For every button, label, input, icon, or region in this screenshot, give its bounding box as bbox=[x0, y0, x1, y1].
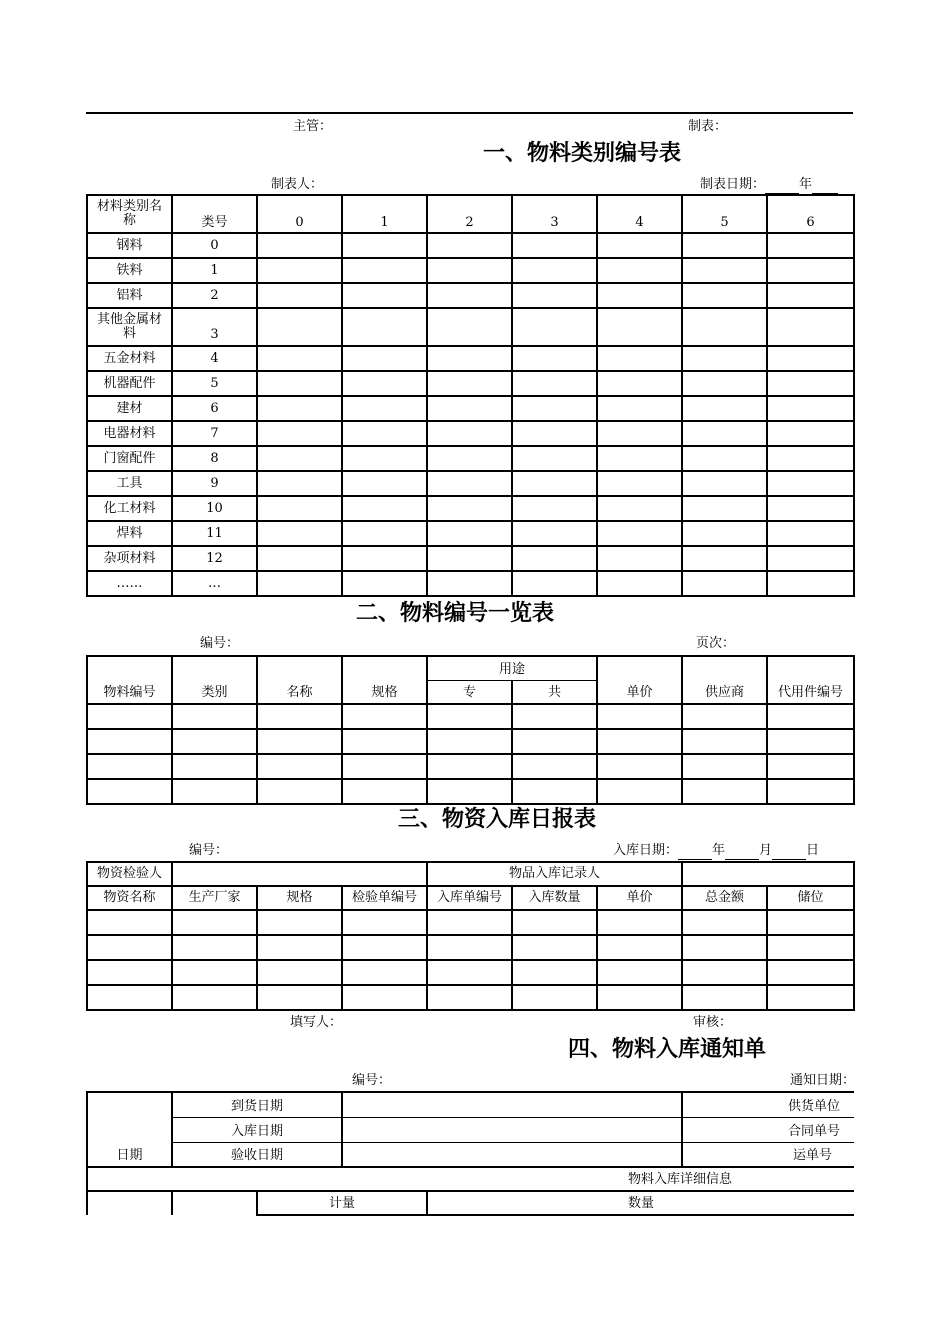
code-cell bbox=[427, 571, 512, 596]
code-cell bbox=[427, 308, 512, 346]
category-name: 化工材料 bbox=[87, 496, 172, 521]
supplier-label: 供货单位 bbox=[682, 1092, 854, 1117]
code-cell bbox=[767, 396, 854, 421]
arrival-date-value bbox=[342, 1092, 682, 1117]
detail-label bbox=[87, 1167, 854, 1191]
category-row bbox=[87, 396, 854, 421]
header-category-code: 类号 bbox=[172, 195, 257, 233]
code-cell bbox=[682, 571, 767, 596]
code-cell bbox=[257, 446, 342, 471]
category-row bbox=[87, 346, 854, 371]
category-code: 4 bbox=[172, 346, 257, 371]
header-substitute-no: 代用件编号 bbox=[767, 656, 854, 704]
category-row bbox=[87, 421, 854, 446]
code-cell bbox=[342, 233, 427, 258]
header-digit: 3 bbox=[512, 195, 597, 233]
code-cell bbox=[512, 283, 597, 308]
material-list-table bbox=[86, 655, 855, 805]
detail-col bbox=[87, 1191, 172, 1215]
category-code: 10 bbox=[172, 496, 257, 521]
code-cell bbox=[682, 233, 767, 258]
code-cell bbox=[512, 496, 597, 521]
code-cell bbox=[257, 233, 342, 258]
category-row bbox=[87, 258, 854, 283]
maker-label: 制表： bbox=[688, 119, 728, 134]
table-row bbox=[87, 960, 854, 985]
code-cell bbox=[427, 496, 512, 521]
category-name: 铁料 bbox=[87, 258, 172, 283]
code-cell bbox=[767, 546, 854, 571]
category-row bbox=[87, 546, 854, 571]
s3-date-label: 入库日期： 年 月 日 bbox=[613, 843, 820, 858]
daily-entry-table bbox=[86, 861, 855, 1011]
category-row bbox=[87, 571, 854, 596]
code-cell bbox=[427, 521, 512, 546]
header-usage-special: 专 bbox=[427, 680, 512, 704]
code-cell bbox=[427, 258, 512, 283]
code-cell bbox=[257, 496, 342, 521]
code-cell bbox=[682, 471, 767, 496]
measure-label: 计量 bbox=[257, 1191, 427, 1215]
column-header: 物资名称 bbox=[87, 886, 172, 910]
category-row bbox=[87, 521, 854, 546]
code-cell bbox=[682, 396, 767, 421]
acceptance-date-label: 验收日期 bbox=[172, 1142, 342, 1167]
category-code: 12 bbox=[172, 546, 257, 571]
inspector-value bbox=[172, 862, 427, 886]
code-cell bbox=[512, 371, 597, 396]
code-cell bbox=[767, 233, 854, 258]
quantity-label: 数量 bbox=[427, 1191, 854, 1215]
code-cell bbox=[597, 571, 682, 596]
category-row bbox=[87, 283, 854, 308]
code-cell bbox=[597, 471, 682, 496]
code-cell bbox=[512, 546, 597, 571]
code-cell bbox=[427, 283, 512, 308]
code-cell bbox=[682, 283, 767, 308]
code-cell bbox=[257, 396, 342, 421]
code-cell bbox=[597, 233, 682, 258]
code-cell bbox=[427, 233, 512, 258]
recorder-label: 物品入库记录人 bbox=[427, 862, 682, 886]
code-cell bbox=[342, 396, 427, 421]
header-digit: 5 bbox=[682, 195, 767, 233]
review-label: 审核： bbox=[693, 1015, 733, 1030]
code-cell bbox=[597, 308, 682, 346]
table-row bbox=[87, 910, 854, 935]
header-material-no: 物料编号 bbox=[87, 656, 172, 704]
code-cell bbox=[512, 571, 597, 596]
code-cell bbox=[512, 471, 597, 496]
category-code: 7 bbox=[172, 421, 257, 446]
category-code: 6 bbox=[172, 396, 257, 421]
column-header: 入库数量 bbox=[512, 886, 597, 910]
table-date-label: 制表日期： 年 bbox=[700, 177, 838, 194]
category-row bbox=[87, 446, 854, 471]
code-cell bbox=[767, 446, 854, 471]
top-rule bbox=[86, 112, 853, 114]
code-cell bbox=[257, 571, 342, 596]
code-cell bbox=[682, 258, 767, 283]
code-cell bbox=[767, 471, 854, 496]
category-name: 铝料 bbox=[87, 283, 172, 308]
header-unit-price: 单价 bbox=[597, 656, 682, 704]
code-cell bbox=[767, 371, 854, 396]
code-cell bbox=[682, 421, 767, 446]
code-cell bbox=[342, 258, 427, 283]
category-name: 门窗配件 bbox=[87, 446, 172, 471]
category-name: …… bbox=[87, 571, 172, 596]
code-cell bbox=[597, 283, 682, 308]
code-cell bbox=[342, 571, 427, 596]
category-name: 五金材料 bbox=[87, 346, 172, 371]
category-code: 3 bbox=[172, 308, 257, 346]
code-cell bbox=[682, 546, 767, 571]
code-cell bbox=[512, 346, 597, 371]
detail-label-text: 物料入库详细信息 bbox=[628, 1172, 733, 1187]
code-cell bbox=[257, 258, 342, 283]
code-cell bbox=[512, 308, 597, 346]
code-cell bbox=[767, 346, 854, 371]
code-cell bbox=[257, 283, 342, 308]
code-cell bbox=[257, 308, 342, 346]
code-cell bbox=[682, 521, 767, 546]
code-cell bbox=[597, 496, 682, 521]
code-cell bbox=[342, 471, 427, 496]
code-cell bbox=[342, 521, 427, 546]
code-cell bbox=[342, 421, 427, 446]
category-name: 其他金属材料 bbox=[87, 308, 172, 346]
code-cell bbox=[597, 421, 682, 446]
code-cell bbox=[342, 308, 427, 346]
s4-number-label: 编号： bbox=[352, 1073, 392, 1088]
table-row bbox=[87, 779, 854, 804]
code-cell bbox=[597, 371, 682, 396]
category-code: 9 bbox=[172, 471, 257, 496]
code-cell bbox=[427, 446, 512, 471]
acceptance-date-value bbox=[342, 1142, 682, 1167]
code-cell bbox=[597, 346, 682, 371]
header-category-name: 材料类别名称 bbox=[87, 195, 172, 233]
table-row bbox=[87, 754, 854, 779]
code-cell bbox=[597, 546, 682, 571]
table-row bbox=[87, 704, 854, 729]
code-cell bbox=[682, 446, 767, 471]
s3-number-label: 编号： bbox=[189, 843, 229, 858]
table-row bbox=[87, 729, 854, 754]
header-digit: 4 bbox=[597, 195, 682, 233]
code-cell bbox=[257, 521, 342, 546]
code-cell bbox=[512, 421, 597, 446]
code-cell bbox=[257, 546, 342, 571]
code-cell bbox=[427, 421, 512, 446]
category-row bbox=[87, 308, 854, 346]
code-cell bbox=[257, 421, 342, 446]
category-name: 建材 bbox=[87, 396, 172, 421]
category-code: 0 bbox=[172, 233, 257, 258]
column-header: 规格 bbox=[257, 886, 342, 910]
entry-date-label: 入库日期 bbox=[172, 1117, 342, 1142]
code-cell bbox=[512, 233, 597, 258]
entry-notice-table bbox=[86, 1091, 854, 1216]
notice-date-label: 通知日期： bbox=[790, 1073, 856, 1088]
code-cell bbox=[597, 396, 682, 421]
arrival-date-label: 到货日期 bbox=[172, 1092, 342, 1117]
code-cell bbox=[342, 346, 427, 371]
entry-date-value bbox=[342, 1117, 682, 1142]
header-supplier: 供应商 bbox=[682, 656, 767, 704]
category-row bbox=[87, 471, 854, 496]
code-cell bbox=[767, 308, 854, 346]
section3-title: 三、物资入库日报表 bbox=[398, 807, 597, 832]
code-cell bbox=[767, 283, 854, 308]
code-cell bbox=[597, 446, 682, 471]
code-cell bbox=[427, 396, 512, 421]
header-usage-common: 共 bbox=[512, 680, 597, 704]
category-name: 电器材料 bbox=[87, 421, 172, 446]
header-category: 类别 bbox=[172, 656, 257, 704]
category-code: 5 bbox=[172, 371, 257, 396]
category-code: 2 bbox=[172, 283, 257, 308]
code-cell bbox=[342, 546, 427, 571]
category-code: 1 bbox=[172, 258, 257, 283]
code-cell bbox=[427, 346, 512, 371]
inspector-label: 物资检验人 bbox=[87, 862, 172, 886]
code-cell bbox=[257, 471, 342, 496]
header-name: 名称 bbox=[257, 656, 342, 704]
code-cell bbox=[512, 258, 597, 283]
code-cell bbox=[767, 258, 854, 283]
header-digit: 6 bbox=[767, 195, 854, 233]
column-header: 生产厂家 bbox=[172, 886, 257, 910]
category-row bbox=[87, 371, 854, 396]
column-header: 单价 bbox=[597, 886, 682, 910]
category-code-table bbox=[86, 194, 855, 597]
column-header: 储位 bbox=[767, 886, 854, 910]
code-cell bbox=[342, 496, 427, 521]
header-digit: 0 bbox=[257, 195, 342, 233]
header-spec: 规格 bbox=[342, 656, 427, 704]
category-name: 杂项材料 bbox=[87, 546, 172, 571]
code-cell bbox=[342, 371, 427, 396]
code-cell bbox=[512, 521, 597, 546]
code-cell bbox=[767, 421, 854, 446]
category-code: 8 bbox=[172, 446, 257, 471]
code-cell bbox=[427, 371, 512, 396]
category-row bbox=[87, 496, 854, 521]
code-cell bbox=[257, 346, 342, 371]
waybill-no-label: 运单号 bbox=[682, 1142, 854, 1167]
code-cell bbox=[427, 546, 512, 571]
code-cell bbox=[767, 571, 854, 596]
section2-title: 二、物料编号一览表 bbox=[356, 601, 555, 626]
filler-label: 填写人： bbox=[290, 1015, 343, 1030]
date-group-label: 日期 bbox=[87, 1092, 172, 1167]
column-header: 入库单编号 bbox=[427, 886, 512, 910]
table-row bbox=[87, 985, 854, 1010]
detail-col bbox=[172, 1191, 257, 1215]
column-header-row bbox=[87, 886, 854, 910]
column-header: 检验单编号 bbox=[342, 886, 427, 910]
code-cell bbox=[342, 446, 427, 471]
code-cell bbox=[682, 308, 767, 346]
header-digit: 2 bbox=[427, 195, 512, 233]
code-cell bbox=[682, 496, 767, 521]
contract-no-label: 合同单号 bbox=[682, 1117, 854, 1142]
supervisor-label: 主管： bbox=[293, 119, 333, 134]
table-row bbox=[87, 935, 854, 960]
code-cell bbox=[682, 346, 767, 371]
category-name: 钢料 bbox=[87, 233, 172, 258]
code-cell bbox=[512, 446, 597, 471]
category-row bbox=[87, 233, 854, 258]
code-cell bbox=[767, 496, 854, 521]
column-header: 总金额 bbox=[682, 886, 767, 910]
category-name: 机器配件 bbox=[87, 371, 172, 396]
section4-title: 四、物料入库通知单 bbox=[568, 1037, 767, 1062]
code-cell bbox=[767, 521, 854, 546]
table-maker-label: 制表人： bbox=[271, 177, 324, 192]
category-name: 焊料 bbox=[87, 521, 172, 546]
section1-title: 一、物料类别编号表 bbox=[483, 141, 682, 166]
code-cell bbox=[512, 396, 597, 421]
code-cell bbox=[342, 283, 427, 308]
recorder-value bbox=[682, 862, 854, 886]
code-cell bbox=[597, 258, 682, 283]
s2-number-label: 编号： bbox=[200, 636, 240, 651]
header-digit: 1 bbox=[342, 195, 427, 233]
code-cell bbox=[597, 521, 682, 546]
code-cell bbox=[257, 371, 342, 396]
code-cell bbox=[682, 371, 767, 396]
category-name: 工具 bbox=[87, 471, 172, 496]
category-code: 11 bbox=[172, 521, 257, 546]
header-usage: 用途 bbox=[427, 656, 597, 680]
code-cell bbox=[427, 471, 512, 496]
s2-page-label: 页次： bbox=[696, 636, 736, 651]
category-code: … bbox=[172, 571, 257, 596]
